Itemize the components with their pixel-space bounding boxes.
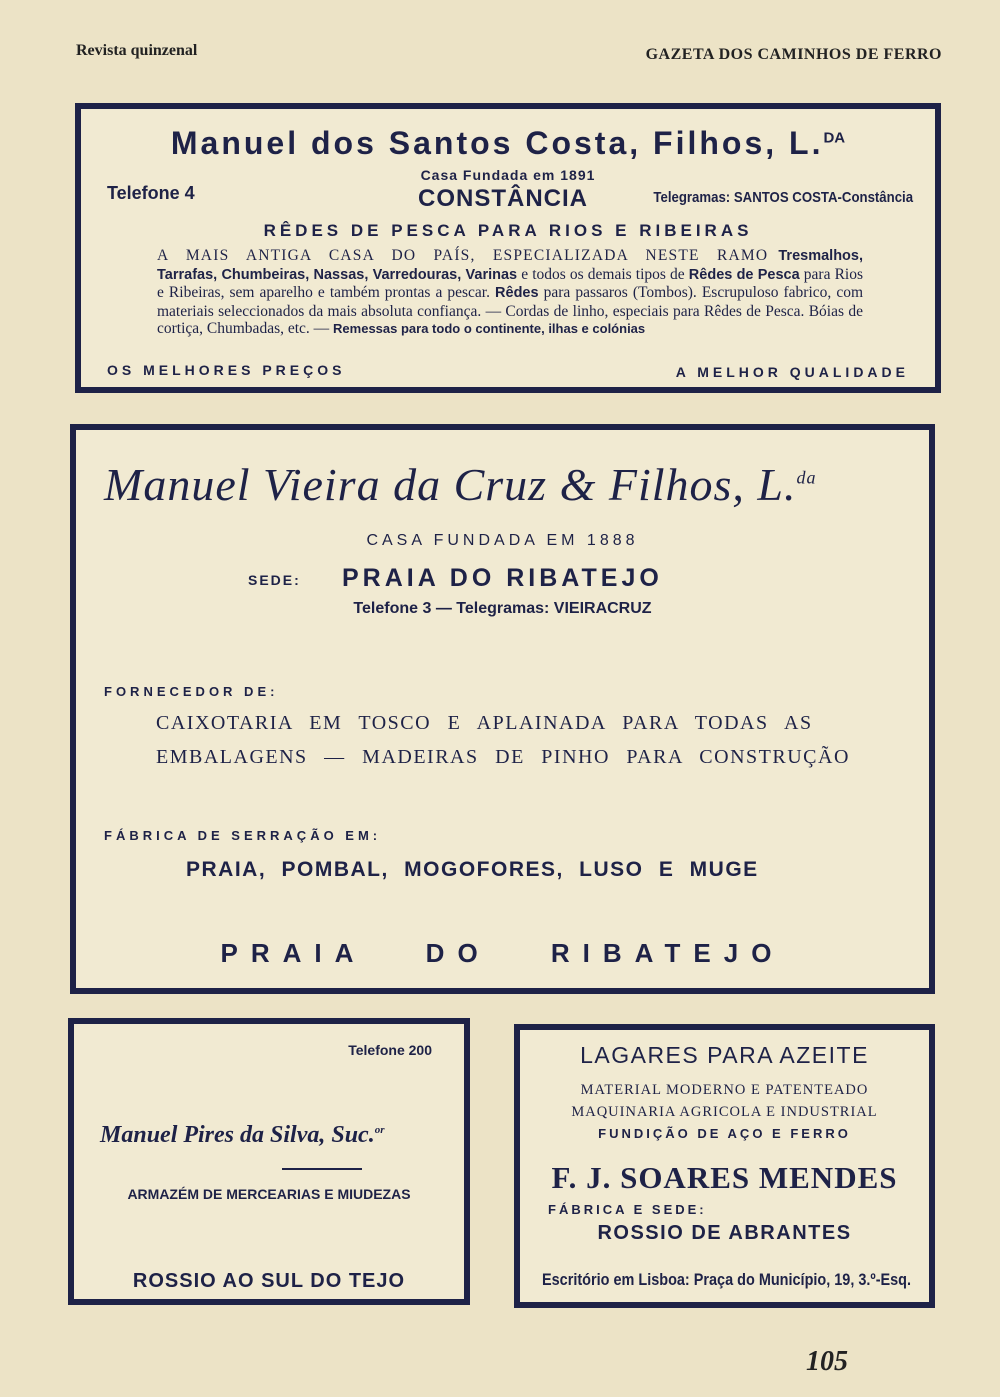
header-right: GAZETA DOS CAMINHOS DE FERRO [645,46,942,63]
ad2-towns: PRAIA, POMBAL, MOGOFORES, LUSO E MUGE [186,858,759,881]
ad-soares-mendes [514,1024,935,1308]
ad1-para-bold3: Rêdes [495,285,539,301]
ad4-line2: MAQUINARIA AGRICOLA E INDUSTRIAL [571,1104,878,1120]
ad4-line1: MATERIAL MODERNO E PATENTEADO [580,1082,869,1098]
ad1-para-bold2: Rêdes de Pesca [688,266,800,283]
ad1-para-bold1: Tresmalhos, Tarrafas, Chumbeiras, Nassas, Varredouras, Varinas [157,248,863,283]
ad2-title [104,458,817,511]
ad2-title-sup: da [796,467,817,488]
ad1-telephone: Telefone 4 [107,183,195,203]
ad3-location: ROSSIO AO SUL DO TEJO [132,1270,406,1292]
ad1-best-quality: A MELHOR QUALIDADE [675,364,909,380]
ad1-title-text: Manuel dos Santos Costa, Filhos, L. [170,125,824,161]
ad-vieira-da-cruz [70,424,935,994]
ad1-para-text2: para Rios e Ribeiras, sem aparelho e também prontas a pescar. [157,265,863,301]
ad4-office: Escritório em Lisboa: Praça do Município, 19, 3.º-Esq. [542,1270,912,1289]
ad1-best-prices: OS MELHORES PREÇOS [107,362,346,378]
ad4-factory-label: FÁBRICA E SEDE: [548,1202,707,1217]
ad4-title: LAGARES PARA AZEITE [580,1042,869,1068]
ad2-telephone: Telefone 3 — Telegramas: VIEIRACRUZ [353,600,652,617]
ad2-supplier-label: FORNECEDOR DE: [104,684,279,699]
ad3-business: ARMAZÉM DE MERCEARIAS E MIUDEZAS [127,1186,411,1202]
ad2-title-text: Manuel Vieira da Cruz & Filhos, L. [104,459,797,510]
page-number: 105 [806,1346,848,1377]
ad3-name [100,1122,384,1149]
ad4-firm: F. J. SOARES MENDES [551,1160,898,1195]
ad2-big-title: PRAIA DO RIBATEJO [220,938,785,968]
ad1-town: CONSTÂNCIA [418,185,588,212]
ad1-para-text1: e todos os demais tipos de [521,265,685,283]
ad2-line2: EMBALAGENS — MADEIRAS DE PINHO PARA CONSTRUÇÃO [156,746,850,768]
ad2-sede: PRAIA DO RIBATEJO [342,564,663,592]
ad4-location: ROSSIO DE ABRANTES [597,1222,852,1244]
ad1-title-sup: DA [823,129,846,147]
ad1-title [81,125,935,162]
ad1-nets-heading: RÊDES DE PESCA PARA RIOS E RIBEIRAS [263,221,753,240]
ad1-para-text3: para passaros (Tombos). Escrupuloso fabrico, com materiais seleccionados da mais absoluta confiança. — Cordas de linho, especiais para Rêdes de Pesca. Bóias de cortiça, Chumbadas, etc. — [157,284,864,337]
header-left: Revista quinzenal [76,42,198,59]
ad2-line1: CAIXOTARIA EM TOSCO E APLAINADA PARA TODAS AS [156,712,813,734]
ad3-name-text: Manuel Pires da Silva, Suc. [100,1122,375,1148]
ad1-telegrams: Telegramas: SANTOS COSTA-Constância [653,189,913,206]
ad-santos-costa [75,103,941,393]
ad2-founded: CASA FUNDADA EM 1888 [366,532,639,549]
ad4-line3: FUNDIÇÃO DE AÇO E FERRO [598,1126,851,1141]
ad2-factory-label: FÁBRICA DE SERRAÇÃO EM: [104,828,382,843]
ad-pires-da-silva [68,1018,470,1305]
ad3-telephone: Telefone 200 [348,1042,432,1058]
ad1-para-intro: A MAIS ANTIGA CASA DO PAÍS, ESPECIALIZADA NESTE RAMO [157,247,769,264]
ad1-description [157,247,863,338]
ad1-para-bold4: Remessas para todo o continente, ilhas e colónias [333,321,646,336]
ad3-divider [282,1168,362,1170]
ad2-sede-label: SEDE: [248,572,301,588]
ad1-founded: Casa Fundada em 1891 [420,167,596,183]
ad3-name-sup: or [374,1124,385,1136]
